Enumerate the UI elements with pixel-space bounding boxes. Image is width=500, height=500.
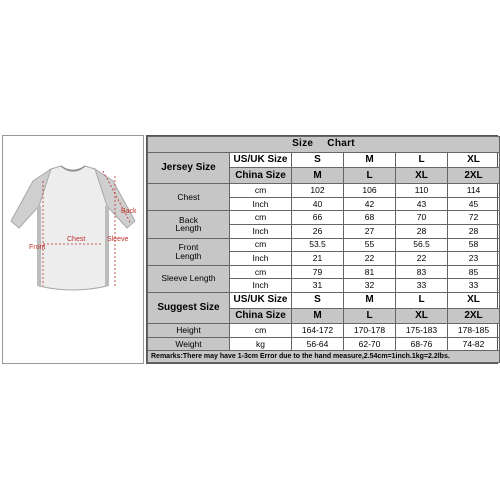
measurement-label-line: Length xyxy=(175,250,202,261)
body-row-value: 68-76 xyxy=(396,337,448,351)
measurement-row xyxy=(148,184,500,198)
measurement-value: 102 xyxy=(292,184,344,198)
measurement-unit: Inch xyxy=(230,252,292,266)
measurement-unit: cm xyxy=(230,265,292,279)
jersey-us-uk-size: XL xyxy=(448,152,500,168)
suggest-china-size: 2XL xyxy=(448,308,500,324)
body-row-value: 62-70 xyxy=(344,337,396,351)
body-row-label: Height xyxy=(148,324,230,338)
measurement-unit: Inch xyxy=(230,279,292,293)
measurement-value: 42 xyxy=(344,197,396,211)
measurement-value: 55 xyxy=(344,238,396,252)
measurement-label xyxy=(148,265,230,292)
measurement-value: 83 xyxy=(396,265,448,279)
measurement-value: 66 xyxy=(292,211,344,225)
suggest-size-row-us xyxy=(148,292,500,308)
jersey-size-label: Jersey Size xyxy=(148,152,230,183)
measurement-unit: cm xyxy=(230,211,292,225)
measurement-value: 70 xyxy=(396,211,448,225)
measurement-label-line: Length xyxy=(175,223,202,234)
suggest-us-uk-size: M xyxy=(344,292,396,308)
chest-label: Chest xyxy=(67,236,86,243)
chart-title-size: Size xyxy=(292,138,314,150)
remarks-text: Remarks:There may have 1-3cm Error due to the hand measure,2.54cm=1inch.1kg=2.2lbs. xyxy=(148,351,500,363)
jersey-china-label: China Size xyxy=(230,168,292,184)
chart-title xyxy=(148,137,500,153)
measurement-value: 33 xyxy=(448,279,500,293)
jersey-diagram xyxy=(3,136,143,363)
measurement-unit: cm xyxy=(230,238,292,252)
remarks-row xyxy=(148,351,500,363)
measurement-value: 28 xyxy=(448,224,500,238)
jersey-size-row-us xyxy=(148,152,500,168)
body-row-value: 178-185 xyxy=(448,324,500,338)
measurement-value: 58 xyxy=(448,238,500,252)
measurement-label-line: Sleeve Length xyxy=(161,273,216,284)
measurement-value: 72 xyxy=(448,211,500,225)
suggest-us-uk-size: L xyxy=(396,292,448,308)
measurement-value: 110 xyxy=(396,184,448,198)
suggest-china-size: XL xyxy=(396,308,448,324)
garment-illustration-panel xyxy=(2,135,144,364)
measurement-unit: Inch xyxy=(230,224,292,238)
body-row xyxy=(148,337,500,351)
measurement-value: 22 xyxy=(344,252,396,266)
suggest-size-label: Suggest Size xyxy=(148,292,230,323)
measurement-value: 28 xyxy=(396,224,448,238)
measurement-row xyxy=(148,238,500,252)
sleeve-label: Sleeve xyxy=(107,236,129,243)
measurement-value: 45 xyxy=(448,197,500,211)
jersey-us-uk-size: M xyxy=(344,152,396,168)
measurement-value: 43 xyxy=(396,197,448,211)
measurement-label xyxy=(148,211,230,238)
measurement-value: 22 xyxy=(396,252,448,266)
measurement-value: 33 xyxy=(396,279,448,293)
measurement-value: 32 xyxy=(344,279,396,293)
back-label: Back xyxy=(121,208,137,215)
size-chart-table xyxy=(147,136,500,363)
measurement-value: 79 xyxy=(292,265,344,279)
measurement-value: 68 xyxy=(344,211,396,225)
measurement-label-line: Front xyxy=(178,241,199,252)
suggest-china-size: M xyxy=(292,308,344,324)
measurement-value: 27 xyxy=(344,224,396,238)
suggest-us-uk-label: US/UK Size xyxy=(230,292,292,308)
measurement-row xyxy=(148,211,500,225)
jersey-us-uk-size: S xyxy=(292,152,344,168)
measurement-label-line: Chest xyxy=(177,191,200,202)
measurement-value: 53.5 xyxy=(292,238,344,252)
measurement-value: 40 xyxy=(292,197,344,211)
measurement-value: 106 xyxy=(344,184,396,198)
measurement-label xyxy=(148,238,230,265)
body-row-value: 74-82 xyxy=(448,337,500,351)
chart-title-chart: Chart xyxy=(327,138,355,150)
measurement-value: 31 xyxy=(292,279,344,293)
suggest-china-label: China Size xyxy=(230,308,292,324)
suggest-china-size: L xyxy=(344,308,396,324)
measurement-value: 85 xyxy=(448,265,500,279)
body-row xyxy=(148,324,500,338)
measurement-value: 81 xyxy=(344,265,396,279)
measurement-label xyxy=(148,184,230,211)
jersey-us-uk-size: L xyxy=(396,152,448,168)
size-chart xyxy=(146,135,498,364)
jersey-us-uk-label: US/UK Size xyxy=(230,152,292,168)
suggest-us-uk-size: S xyxy=(292,292,344,308)
measurement-value: 23 xyxy=(448,252,500,266)
body-row-value: 164-172 xyxy=(292,324,344,338)
body-row-unit: kg xyxy=(230,337,292,351)
measurement-row xyxy=(148,265,500,279)
jersey-china-size: XL xyxy=(396,168,448,184)
body-row-label: Weight xyxy=(148,337,230,351)
chart-title-row xyxy=(148,137,500,153)
body-row-value: 56-64 xyxy=(292,337,344,351)
jersey-china-size: L xyxy=(344,168,396,184)
body-row-value: 170-178 xyxy=(344,324,396,338)
measurement-unit: cm xyxy=(230,184,292,198)
body-row-unit: cm xyxy=(230,324,292,338)
measurement-value: 26 xyxy=(292,224,344,238)
jersey-china-size: M xyxy=(292,168,344,184)
measurement-unit: Inch xyxy=(230,197,292,211)
body-row-value: 175-183 xyxy=(396,324,448,338)
jersey-china-size: 2XL xyxy=(448,168,500,184)
measurement-label-line: Back xyxy=(179,214,198,225)
measurement-value: 56.5 xyxy=(396,238,448,252)
measurement-value: 114 xyxy=(448,184,500,198)
measurement-value: 21 xyxy=(292,252,344,266)
suggest-us-uk-size: XL xyxy=(448,292,500,308)
front-label: Front xyxy=(29,244,46,251)
